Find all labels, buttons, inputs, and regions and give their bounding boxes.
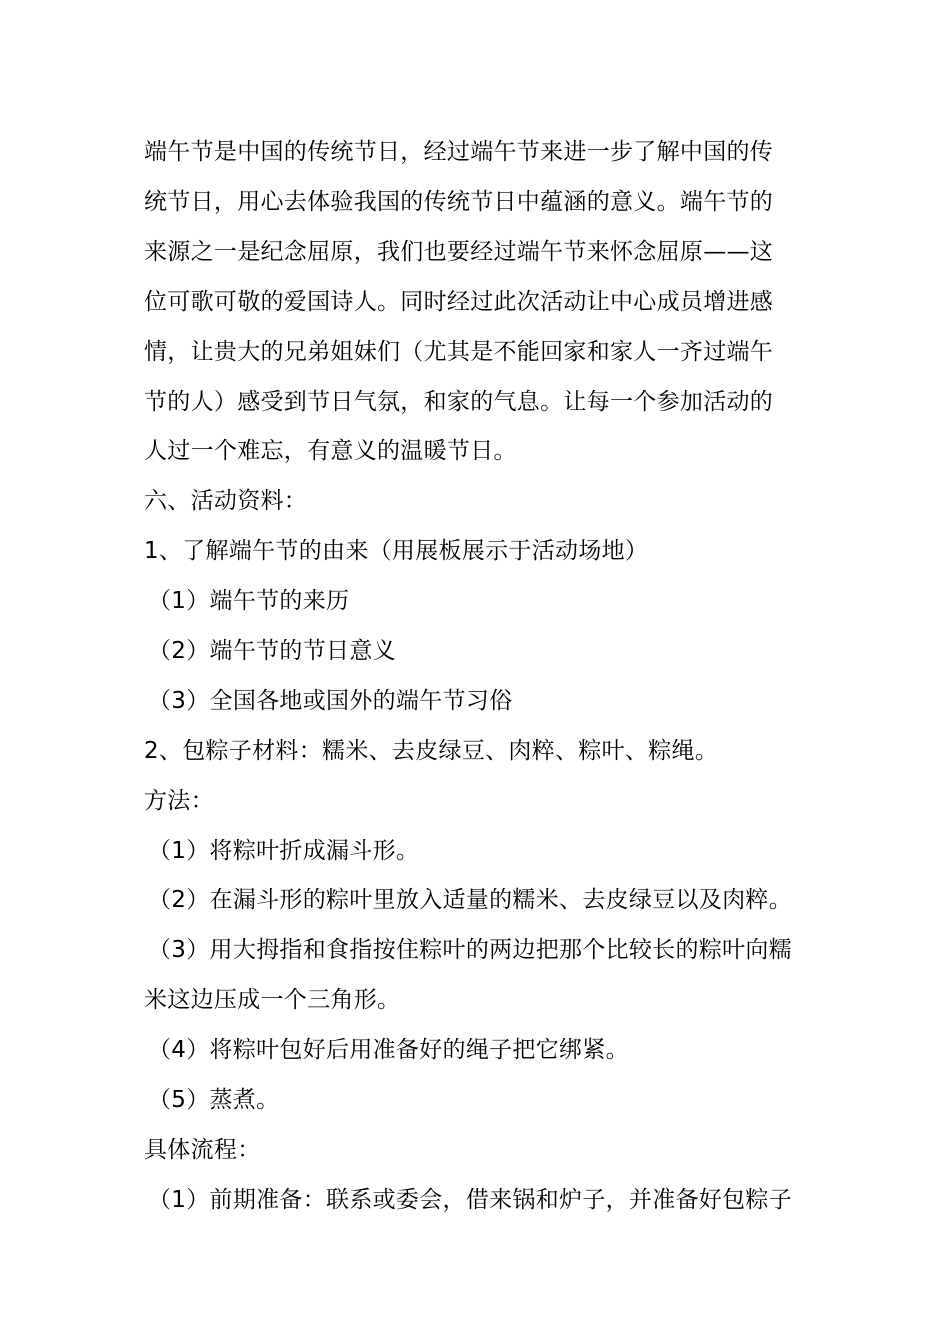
method-step-1: （1）将粽叶折成漏斗形。: [148, 838, 420, 864]
paragraph-line-4: 位可歌可敬的爱国诗人。同时经过此次活动让中心成员增进感: [144, 289, 774, 315]
process-step-1: （1）前期准备：联系或委会，借来锅和炉子，并准备好包粽子: [148, 1187, 793, 1213]
paragraph-line-3: 来源之一是纪念屈原，我们也要经过端午节来怀念屈原——这: [144, 239, 774, 265]
method-step-3-continued: 米这边压成一个三角形。: [144, 987, 401, 1013]
sub-item-customs: （3）全国各地或国外的端午节习俗: [148, 688, 513, 714]
paragraph-line-7: 人过一个难忘，有意义的温暖节日。: [144, 438, 517, 464]
method-heading: 方法：: [144, 788, 214, 814]
section-heading-materials: 六、活动资料：: [144, 488, 308, 514]
method-step-5: （5）蒸煮。: [148, 1087, 280, 1113]
list-item-origin: 1、了解端午节的由来（用展板展示于活动场地）: [144, 538, 649, 564]
sub-item-meaning: （2）端午节的节日意义: [148, 638, 396, 664]
list-item-ingredients: 2、包粽子材料：糯米、去皮绿豆、肉粹、粽叶、粽绳。: [144, 738, 719, 764]
paragraph-line-5: 情，让贵大的兄弟姐妹们（尤其是不能回家和家人一齐过端午: [144, 339, 774, 365]
method-step-4: （4）将粽叶包好后用准备好的绳子把它绑紧。: [148, 1037, 629, 1063]
sub-item-history: （1）端午节的来历: [148, 588, 350, 614]
method-step-2: （2）在漏斗形的粽叶里放入适量的糯米、去皮绿豆以及肉粹。: [148, 887, 793, 913]
paragraph-line-2: 统节日，用心去体验我国的传统节日中蕴涵的意义。端午节的: [144, 189, 774, 215]
paragraph-line-1: 端午节是中国的传统节日，经过端午节来进一步了解中国的传: [144, 139, 774, 165]
paragraph-line-6: 节的人）感受到节日气氛，和家的气息。让每一个参加活动的: [144, 389, 774, 415]
method-step-3: （3）用大拇指和食指按住粽叶的两边把那个比较长的粽叶向糯: [148, 937, 793, 963]
process-heading: 具体流程：: [144, 1137, 261, 1163]
